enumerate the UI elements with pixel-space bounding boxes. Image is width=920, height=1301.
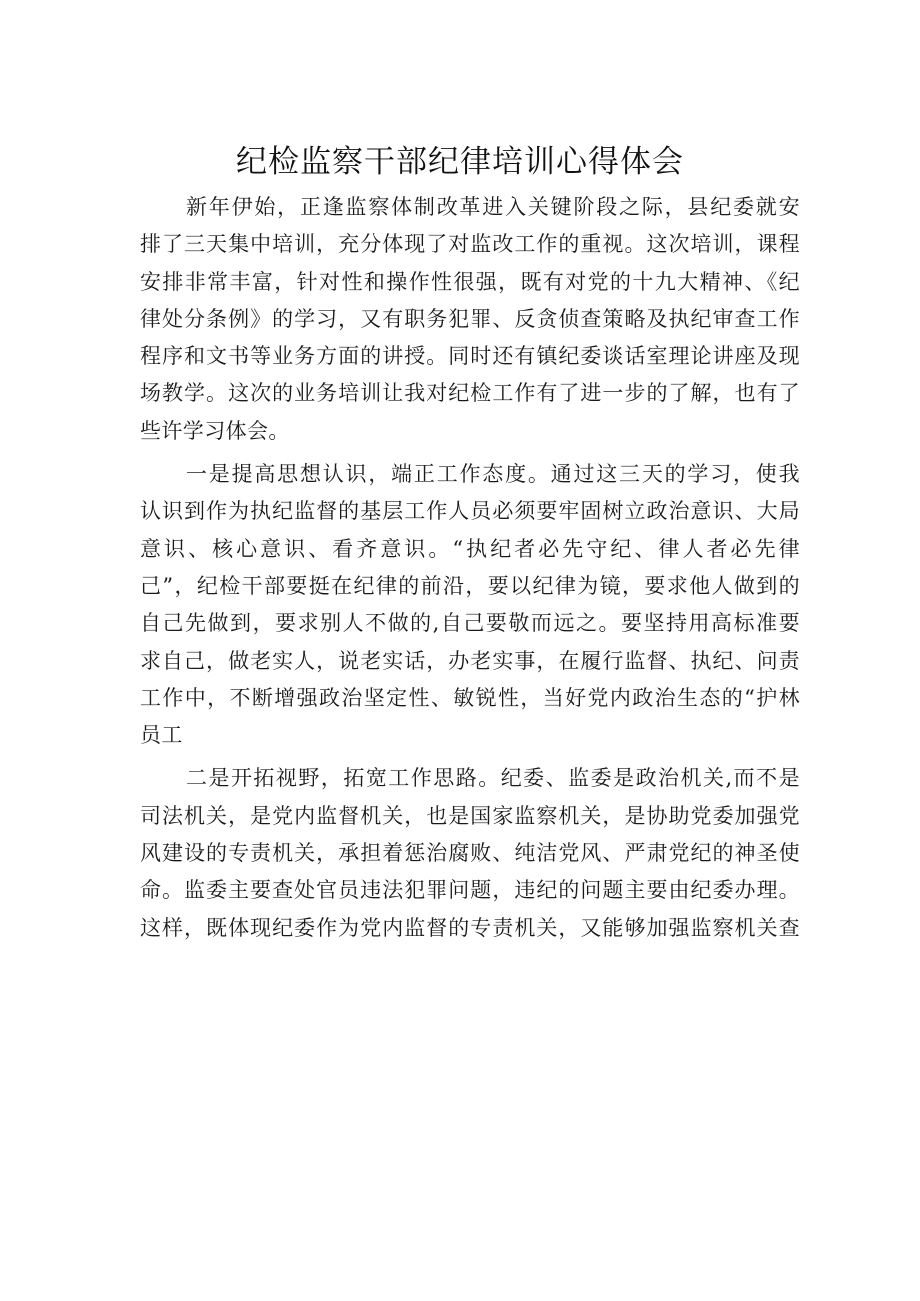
paragraph-line: 自己先做到，要求别人不做的,自己要敬而远之。要坚持用高标准要 [140, 611, 800, 636]
paragraph-3 [140, 760, 800, 946]
paragraph-line: 司法机关，是党内监督机关，也是国家监察机关，是协助党委加强党 [140, 803, 800, 828]
document-body [140, 189, 800, 947]
paragraph-line: 己”，纪检干部要挺在纪律的前沿，要以纪律为镜，要求他人做到的 [140, 573, 800, 598]
paragraph-line: 员工 [140, 723, 183, 748]
paragraph-line: 认识到作为执纪监督的基层工作人员必须要牢固树立政治意识、大局 [140, 499, 800, 524]
paragraph-line: 程序和文书等业务方面的讲授。同时还有镇纪委谈话室理论讲座及现 [140, 344, 800, 369]
paragraph-line: 二是开拓视野，拓宽工作思路。纪委、监委是政治机关,而不是 [186, 766, 800, 791]
paragraph-line: 一是提高思想认识，端正工作态度。通过这三天的学习，使我 [186, 462, 800, 487]
paragraph-line: 工作中，不断增强政治坚定性、敏锐性，当好党内政治生态的“护林 [140, 685, 800, 710]
paragraph-line: 命。监委主要查处官员违法犯罪问题，违纪的问题主要由纪委办理。 [140, 878, 800, 903]
paragraph-2 [140, 456, 800, 754]
paragraph-line: 排了三天集中培训，充分体现了对监改工作的重视。这次培训，课程 [140, 232, 800, 257]
paragraph-line: 新年伊始，正逢监察体制改革进入关键阶段之际，县纪委就安 [186, 195, 800, 219]
document-title: 纪检监察干部纪律培训心得体会 [236, 144, 684, 180]
paragraph-line: 律处分条例》的学习，又有职务犯罪、反贪侦查策略及执纪审查工作 [140, 306, 800, 331]
paragraph-line: 风建设的专责机关，承担着惩治腐败、纯洁党风、严肃党纪的神圣使 [140, 841, 800, 866]
paragraph-1 [140, 189, 800, 450]
paragraph-line: 场教学。这次的业务培训让我对纪检工作有了进一步的了解，也有了 [140, 381, 800, 406]
paragraph-line: 安排非常丰富，针对性和操作性很强，既有对党的十九大精神、《纪 [140, 269, 800, 294]
paragraph-line: 些许学习体会。 [140, 418, 290, 443]
paragraph-line: 这样，既体现纪委作为党内监督的专责机关，又能够加强监察机关查 [140, 915, 800, 940]
paragraph-line: 意识、核心意识、看齐意识。“执纪者必先守纪、律人者必先律 [140, 536, 800, 561]
paragraph-line: 求自己，做老实人，说老实话，办老实事，在履行监督、执纪、问责 [140, 648, 800, 673]
